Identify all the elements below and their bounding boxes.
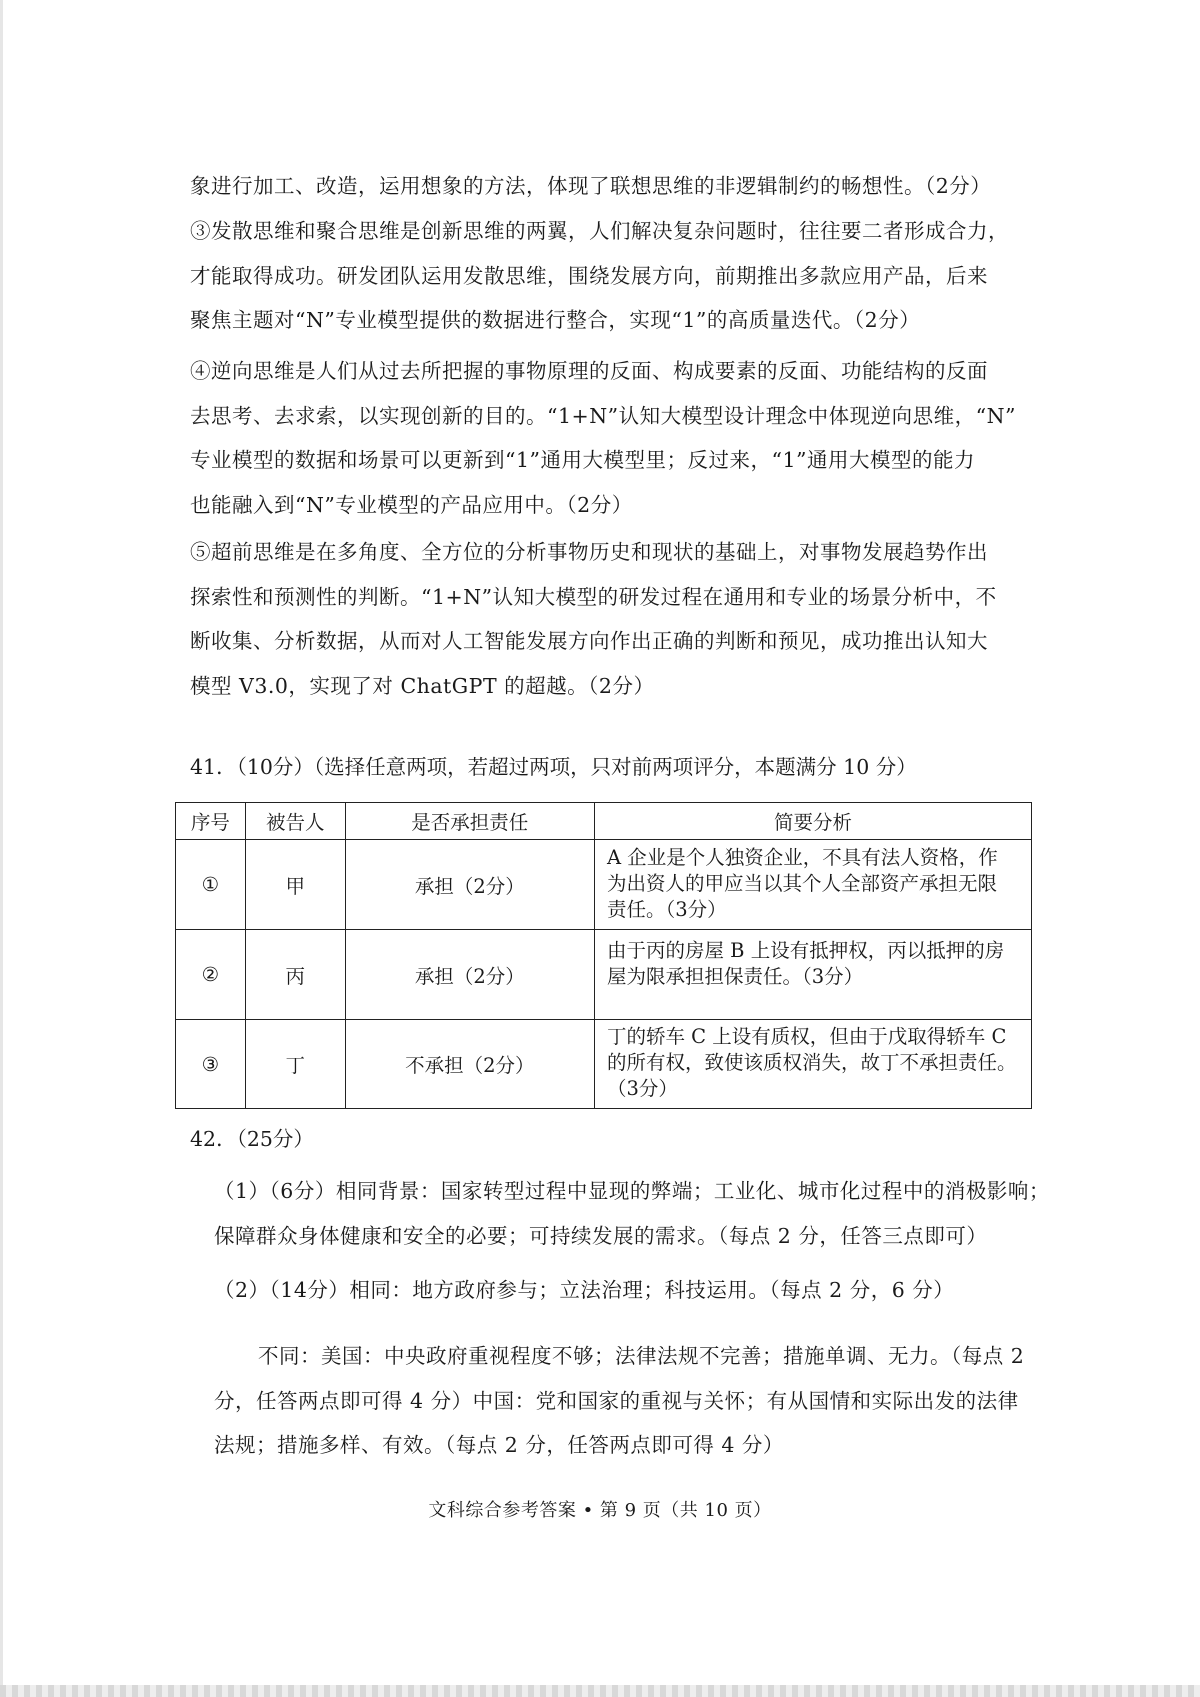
table-row (176, 930, 1032, 1020)
paragraph-q42-part2-diff (214, 1334, 1040, 1468)
text-line: 探索性和预测性的判断。“1+N”认知大模型的研发过程在通用和专业的场景分析中，不 (190, 584, 997, 609)
page-edge (0, 0, 3, 1697)
analysis-line: 屋为限承担担保责任。（3分） (606, 965, 864, 988)
text-line: 断收集、分析数据，从而对人工智能发展方向作出正确的判断和预见，成功推出认知大 (190, 629, 988, 653)
cell-analysis (594, 930, 1031, 1020)
paragraph-q42-part2-same (214, 1268, 1040, 1313)
text-line: 才能取得成功。研发团队运用发散思维，围绕发展方向，前期推出多款应用产品，后来 (190, 263, 988, 288)
analysis-line: 为出资人的甲应当以其个人全部资产承担无限 (606, 871, 997, 895)
analysis-line: 的所有权，致使该质权消失，故丁不承担责任。 (606, 1051, 1017, 1074)
header-analysis: 简要分析 (594, 803, 1031, 840)
table-row (176, 1020, 1032, 1109)
paragraph-association-thinking (190, 164, 1040, 209)
text-line: 不同：美国：中央政府重视程度不够；法律法规不完善；措施单调、无力。（每点 2 (258, 1344, 1025, 1368)
header-number: 序号 (176, 803, 246, 840)
analysis-line: A 企业是个人独资企业，不具有法人资格，作 (606, 845, 998, 869)
paragraph-divergent-convergent (190, 209, 1040, 343)
cell-number: ② (176, 930, 246, 1020)
text-line: 去思考、去求索，以实现创新的目的。“1+N”认知大模型设计理念中体现逆向思维，“N” (190, 403, 1017, 428)
text-line: 分，任答两点即可得 4 分）中国：党和国家的重视与关怀；有从国情和实际出发的法律 (214, 1388, 1019, 1413)
cell-liability: 承担（2分） (345, 930, 594, 1020)
cell-number: ① (176, 840, 246, 930)
header-liability: 是否承担责任 (345, 803, 594, 840)
text-line: 象进行加工、改造，运用想象的方法，体现了联想思维的非逻辑制约的畅想性。（2分） (190, 174, 992, 198)
cell-number: ③ (176, 1020, 246, 1109)
text-line: 也能融入到“N”专业模型的产品应用中。（2分） (190, 492, 633, 517)
text-line: ④逆向思维是人们从过去所把握的事物原理的反面、构成要素的反面、功能结构的反面 (190, 359, 988, 383)
text-line: 保障群众身体健康和安全的必要；可持续发展的需求。（每点 2 分，任答三点即可） (214, 1223, 988, 1248)
question-42-title: 42．（25分） (190, 1127, 314, 1151)
text-line: 模型 V3.0，实现了对 ChatGPT 的超越。（2分） (190, 673, 655, 698)
paragraph-advanced-thinking (190, 530, 1040, 708)
text-line: 法规；措施多样、有效。（每点 2 分，任答两点即可得 4 分） (214, 1433, 784, 1457)
cell-liability: 不承担（2分） (345, 1020, 594, 1109)
page-footer: 文科综合参考答案 • 第 9 页（共 10 页） (428, 1500, 772, 1521)
paragraph-q42-part1 (214, 1169, 1050, 1258)
table-header-row (176, 803, 1032, 840)
answer-table-41 (175, 802, 1032, 1109)
cell-defendant: 丙 (245, 930, 345, 1020)
table-row (176, 840, 1032, 930)
text-line: （1）（6分）相同背景：国家转型过程中显现的弊端；工业化、城市化过程中的消极影响； (214, 1179, 1050, 1203)
analysis-line: （3分） (606, 1077, 678, 1100)
text-line: ③发散思维和聚合思维是创新思维的两翼，人们解决复杂问题时，往往要二者形成合力， (190, 219, 1009, 243)
text-line: ⑤超前思维是在多角度、全方位的分析事物历史和现状的基础上，对事物发展趋势作出 (190, 540, 988, 564)
cell-analysis (594, 840, 1031, 930)
cell-defendant: 甲 (245, 840, 345, 930)
paragraph-reverse-thinking (190, 349, 1040, 527)
scan-bottom-strip (0, 1685, 1200, 1697)
analysis-line: 由于丙的房屋 B 上设有抵押权，丙以抵押的房 (606, 939, 1005, 962)
text-line: 聚焦主题对“N”专业模型提供的数据进行整合，实现“1”的高质量迭代。（2分） (190, 308, 921, 332)
cell-defendant: 丁 (245, 1020, 345, 1109)
text-line: （2）（14分）相同：地方政府参与；立法治理；科技运用。（每点 2 分，6 分） (214, 1278, 955, 1302)
cell-liability: 承担（2分） (345, 840, 594, 930)
analysis-line: 丁的轿车 C 上设有质权，但由于戊取得轿车 C (606, 1025, 1007, 1048)
analysis-line: 责任。（3分） (606, 897, 727, 921)
cell-analysis (594, 1020, 1031, 1109)
header-defendant: 被告人 (245, 803, 345, 840)
question-41-title: 41．（10分）（选择任意两项，若超过两项，只对前两项评分，本题满分 10 分） (190, 755, 917, 779)
text-line: 专业模型的数据和场景可以更新到“1”通用大模型里；反过来，“1”通用大模型的能力 (190, 448, 976, 472)
